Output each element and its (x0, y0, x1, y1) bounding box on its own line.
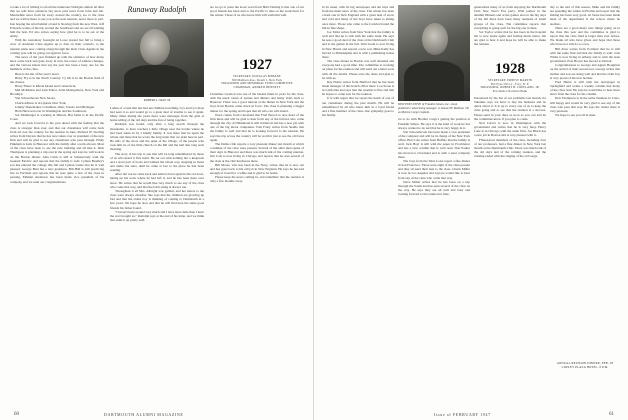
right-column-4 (550, 5, 620, 355)
paragraph: Sol Taylor writes that he has been in the hospital but is now home again and feeling much better. We are glad to hear it and hope he will be able to make the reunion. (474, 29, 546, 47)
paragraph: It is with regret that we report the death of one of our classmates during the past month. He will be remembered by all who knew him as a loyal friend and a fine member of the class. Our sympathy goes to his family. (322, 96, 394, 118)
paragraph: Here is the list of the year's news: (15, 71, 60, 76)
paragraph: Steve Miller writes that he has been on a trip through the South and has seen several of the class on the way. He says they are all well and busy and looking forward to the reunion in June. (398, 179, 470, 197)
paragraph: After the war he came back and settled down again in the old town, taking up his work where he had left it, and he has been there ever since. He writes that he would like very much to see any of the class who come that way, and that the latch string is always out. (110, 172, 204, 189)
paragraph: day to the end of this season. Mike and his family are spending the winter in Florida and report that the fishing has been very good. Al Stone has been made head of the department at the school where he teaches. (550, 5, 620, 26)
paragraph: The story of his trip is one that will be long remembered by those of us who heard it first hand. He set out with nothing but a knapsack and a stout pair of boots and walked the whole way, sleeping in barns and under the stars, until he came at last to the place he had been seeking. (110, 151, 204, 173)
paragraph: Joe Tobin writes from New York that the family is well and that he is still with the same bank. He says he sees a good deal of the class at the Dartmouth Club and at the games in the fall. Walt Grant is now living in New Haven and reports a new son. Mike Kelly has moved to Philadelphia and is with a publishing house there. (322, 29, 394, 59)
photo-new-executive (398, 5, 470, 101)
paragraph: We hope to see you all in June. (555, 113, 596, 118)
right-column-1 (322, 5, 394, 400)
paragraph: Word comes from Cleveland that Fred Brown is now head of the firm there and will be glad to hear from any of the fellows who come through the city. Al Hammond is still in Detroit and has a new job with one of the big motor companies. Tom Foley writes from Seattle that the family is well and that he is looking forward to the reunion. He says the trip across the country will be worth it just to see the old faces again. (210, 112, 304, 142)
paragraph: Harry Fry is in the North Country. Cy Oh is in the Boston field of the classes. (10, 75, 104, 84)
photo-caption-right: NEW EXECUTIVE of Franklin Simon, Inc., book publishers' advertising manager, is Samuel H. Rodman '28, as Morton Cargo Captain. (398, 102, 470, 114)
left-column-3-top (210, 5, 304, 53)
officer-line: 300 Madison Ave., Room 1, New York (231, 78, 283, 82)
paragraph: Congratulations to George and Agnes Boughton on the arrival of their second son. George writes that mother and son are doing well and that the older boy is very proud of his new brother. (550, 63, 620, 80)
paragraph: Van Schoonhoven New Jersey. (15, 96, 56, 101)
paragraph: Harry Fisher is Rhode Island and Connecticut. (15, 83, 77, 88)
paragraph: lot to do with Brother Cargo's getting the position at Franklin Simon. He says it is the kind of work he has always wanted to do and that he is very happy in it. (398, 117, 470, 130)
left-column-3 (210, 92, 304, 392)
officer-line: CHAIRMAN, ANDREW BENNETT (233, 85, 281, 89)
reunion-dinner-notice (550, 361, 620, 369)
paragraph: Fifteen-four members of the class, including four of our professors, had a fine dinner in New York last month at the Dartmouth Club. There was much talk of the old days and of the coming reunion, and the evening ended with the singing of the old songs. (474, 137, 546, 159)
paragraph: Please keep the news coming in, and remember that the reunion is only a few months away. (210, 175, 304, 184)
paragraph: Mel McMahon and Lem Talbot, Arlie Montgomery, New York and Brooklyn. (10, 88, 104, 97)
officer-line: COPLEY PLAZA HOTEL, 6 P.M. (561, 365, 609, 369)
class-year-1928: 1928 (495, 61, 525, 77)
paragraph: Sol Weinberger is working in Illinois, Hal Sams is in the Pacific Coast. (10, 113, 104, 122)
folio-right: 61 (609, 412, 614, 417)
paragraph: The class dinner in Boston was well attended and everyone had a good time. The committee is working on plans for the reunion and will send out a letter soon with all the details. Please save the dates and plan to be with us. (322, 59, 394, 80)
paragraph: And we look forward to the year ahead with the feeling that the class is stronger than ever, and that our classmates will come back from all over the country for the reunion in June. Richard W. Sterling writes from Dayton that he has now taken over as president of the new firm and will be glad to see any classmates who pass through. Pinky Pinkham is back in Hanover with the family after a term abroad. Most of the class have been to see the new building and all like it. Dick Thompson is planning a trip east in the spring and says he will look in on the Boston dinner. John Clark is still at Schenectady with the General Electric and reports that the family is well. Lyman Bradley's son has entered the college this fall and Lyman writes that he is well pleased. George Bent has a new grandson. Bill Hall is still practicing law in Portland and reports that he sees quite a few of the class in passing. Emmett Anderson has been made vice president of his company and we send our congratulations. (10, 121, 104, 184)
paragraph: Johnny Shewmaker, Columbus, Ohio, Toledo and Michigan. (15, 104, 95, 109)
paragraph: Chuck Allison is in Upstate New York. (15, 100, 67, 105)
paragraph: The Dallas club reports a very pleasant dinner last month at which a number of the class were present. Several of the older men spoke of their days in Hanover and there was much talk of the coming reunion. Jim Cole is now living in Chicago and reports that he sees several of the class at the club luncheons there. (210, 141, 304, 163)
running-head: Runaway Rudolph (127, 5, 187, 14)
paragraph: Don Thompson is in the same business in Cairo, still happy and would be very glad to see any of the class who pass that way. He says the winter there is very pleasant. (550, 96, 620, 113)
paragraph: The news of the year finished up with the statistics of how many have come back and gone away in turn, the roster of address changes, and the various letters that say the year has been a busy one for the members of the class. (10, 54, 104, 72)
left-column-2 (110, 106, 204, 401)
officer-line: TREASURER, ROBERT H. COPELAND, JR. (480, 86, 540, 89)
right-column-4-wrap (550, 5, 620, 369)
right-page (314, 0, 628, 420)
paragraph: Ladies of a land that has had ten children travelling, Ly's and Ly's most had seen it so and would go to a great deal of trouble to see it again. Many times during the years there were messages from the girls at home telling of the old days and the fun of being together. (110, 105, 204, 123)
right-column-3-top (474, 5, 546, 57)
officer-line: SECRETARY, DOUGLAS MEBANE (233, 75, 281, 78)
paragraph: Throughout it all Mrs. Albright was gallant, and her letters to the class were always cheerful. She says that the children are growing up fast and that the oldest boy is thinking of coming to Dartmouth in a few years. We hope he does and that he will find here the same good friends his father found. (110, 188, 204, 210)
paragraph: As we go to press the loose word from Herb Darling is that one of our good friends has been sent to the Pacific to take on the work there for the winter. Those of us who know him will wish him well. (210, 5, 304, 18)
class-officers-1928 (474, 79, 546, 93)
paragraph: The boys from the West Coast report a fine dinner in San Francisco. There were eight of the class present and they all send their best to the class. Chuck Miller is now in Los Angeles and says he would like to hear from any of the class who come that way. (398, 158, 470, 180)
left-column-2-wrap (110, 5, 204, 398)
right-column-3-wrap (474, 5, 546, 383)
right-column-2-wrap (398, 5, 470, 384)
paragraph: "I haven't been around very much and I have more time than I have the war brought us," Rudolph says at the end of his letter, and we think that sums it up pretty well. (110, 209, 204, 223)
paragraph: Van Schoonhoven has been made a vice president of the company and will be in charge of the New York office. Bob Cole writes from Buffalo that the family is well. Jack Hoyt is still with the paper in Providence and has a new column that is well read. Don Parker has moved to Cleveland and is with a steel company there. (398, 129, 470, 159)
paragraph: Christmas vacation was one of the busiest times in years for the class, with the usual round of parties and dinners and many visits back to Hanover. There was a good turnout at the dinner in New York and the boys from Boston came down in force. The class is planning a bigger dinner for the spring and hopes that all who can will attend. (210, 92, 304, 113)
folio-left: 60 (14, 412, 19, 417)
right-column-2 (398, 117, 470, 387)
class-year-1927: 1927 (242, 57, 272, 73)
officer-line: The Eyes Oil Co., Troy, N. Y. (490, 82, 530, 86)
paragraph: Bill Ross writes from Portland that he is still with the same firm and that the family is well. Jack White is now living in Albany and is with the state government. Pete Brown has moved to Detroit. (550, 46, 620, 64)
class-officers-1927 (210, 75, 304, 89)
officer-line: Providence National Bank (492, 89, 528, 93)
footer-left: DARTMOUTH ALUMNI MAGAZINE (104, 412, 184, 417)
paragraph: Fred Harris is still with the newspaper in Springfield and writes a weekly column that many of the class read. He says he would like to hear more news from the class for his column. (550, 79, 620, 97)
paragraph: There are a good many new things going on in the class this year and the committee is glad to report that the class fund is larger than ever before. We thank all who have given and hope that those who have not will do so soon. (550, 25, 620, 47)
left-column-1 (10, 5, 104, 400)
paragraph: to take a lot of ribbing too from the numerous Wabigats almost all after this we will have whatever big snow plus news from John and Jeb. Meanwhile news from far away around the country. Go to the class and we will be there to see you at the next reunion, never more to part. Just hoping the wind behind a band is blowing from the new West. Jeff Edwards writes of his trip around the Southwest and we are all wishing him the best. Ed also writes saying how glad he is to be out of the Army. (10, 5, 104, 39)
photo-robert-may (110, 19, 204, 97)
paragraph: Ray Fisher writes from Hartford that he has been made manager of the branch office there. Lou Stone is in California and says that the weather is fine and that he hopes to come east for the reunion. (322, 79, 394, 97)
officer-line: ANNUAL REUNION DINNER, FEB. 28 (556, 361, 614, 365)
left-column-3-wrap (210, 5, 304, 389)
paragraph: Introduced by the list of our problems last month, Ira Sikander says we have to buy the business and be quick about it. It is up to every one of us to keep the class going and to see that the reunion is a success. Please send in your dues as soon as you can and let the committee know if you plan to come. (474, 96, 546, 121)
paragraph: Herb Harwood over in Washington and the Southwest. (15, 108, 88, 113)
officer-line: SECRETARY, ERNEST MARTIN (488, 79, 532, 82)
paragraph: Ned Carver is now in Washington with the government and writes that he is very busy. Harry Lane is in Chicago with the same firm. Joe Black has a new job in Boston and is very pleased with it. (474, 120, 546, 138)
officer-line: TREASURER AND MEMORIAL FUND COMMITTEE (221, 82, 293, 85)
footer-right: Issue of FEBRUARY 1947 (434, 412, 491, 417)
paragraph: Rudolph was found, only after a long search through the mountains, to have reached a little village near the border where he had been taken in by a kindly family. It was there that he spent the winter and there that he wrote the long letter that we print here in part. He tells of the snow and the quiet of the village, of the people who took him in, of the little church on the hill and the bell that rang each morning. (110, 122, 204, 152)
paragraph: generations many of us from enjoying the Dartmouth Club New Year's Eve party. Wild parties in the Alumni Dinners and at the games and on the big days of the fall there have been many reunions of small groups of the class. The committee reports that everything is going well for the big one in June. (474, 5, 546, 30)
photo-caption: ROBERT L. MAY '26 (143, 98, 171, 102)
paragraph: Bill Morse, who has been in the Navy, writes that he is now out and has gone back to his old job in New England. He says he has had enough of travel for a while and is glad to be home. (210, 162, 304, 175)
paragraph: With his customary foresight Al Lowe started last fall to bring a crew of Assistant Class Agents up to date on their contacts, to the reunion plans now coming along through the mail. Class Agents in the coming year will be going out again in force. (10, 38, 104, 55)
right-column-3 (474, 96, 546, 386)
paragraph: in its usual, with its big newspaper and ski trips and from the main news of the class. The winter has been a hard one in New England with a great deal of snow and cold and many of the boys have taken to skiing once more. Those who came to the Carnival found the hill in fine shape. (322, 5, 394, 30)
